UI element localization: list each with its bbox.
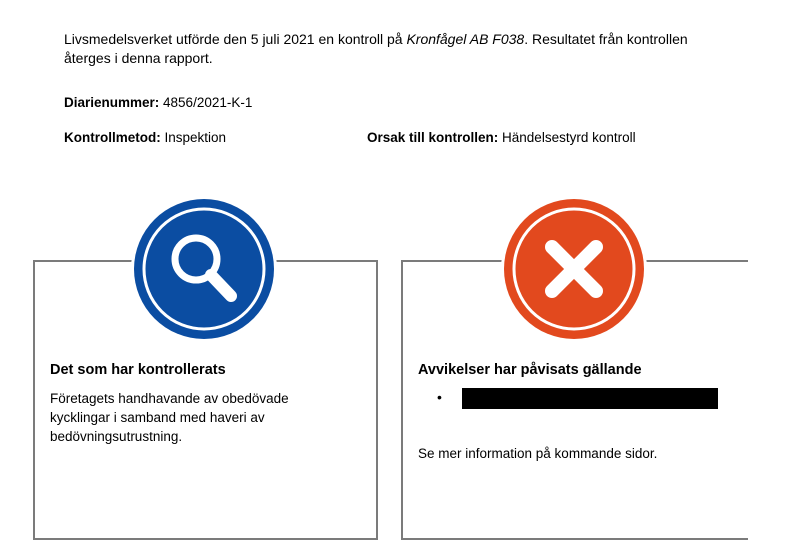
inspected-description: Företagets handhavande av obedövade kycklingar i samband med haveri av bedövningsutrustning. — [50, 391, 289, 444]
close-icon — [500, 195, 648, 343]
deviation-bullet: • — [437, 389, 442, 405]
kontrollmetod-line — [64, 130, 226, 145]
diarienummer-value: 4856/2021-K-1 — [159, 95, 253, 110]
deviations-title: Avvikelser har påvisats gällande — [418, 362, 642, 378]
search-icon — [130, 195, 278, 343]
redacted-block — [462, 388, 718, 409]
diarienummer-label: Diarienummer: — [64, 95, 160, 110]
company-name: Kronfågel AB F038 — [406, 31, 525, 47]
intro-text-start: Livsmedelsverket utförde den 5 juli 2021 en kontroll på — [64, 31, 407, 47]
kontrollmetod-label: Kontrollmetod: — [64, 130, 161, 145]
inspected-title: Det som har kontrollerats — [50, 362, 226, 378]
orsak-label: Orsak till kontrollen: — [367, 130, 499, 145]
more-info-text: Se mer information på kommande sidor. — [418, 446, 658, 461]
intro-paragraph — [64, 30, 724, 68]
intro-text-end: . Resultatet från kontrollen återges i denna rapport. — [64, 31, 688, 66]
orsak-line — [367, 130, 636, 145]
kontrollmetod-value: Inspektion — [160, 130, 227, 145]
orsak-value: Händelsestyrd kontroll — [498, 130, 636, 145]
diarienummer-line — [64, 95, 252, 110]
